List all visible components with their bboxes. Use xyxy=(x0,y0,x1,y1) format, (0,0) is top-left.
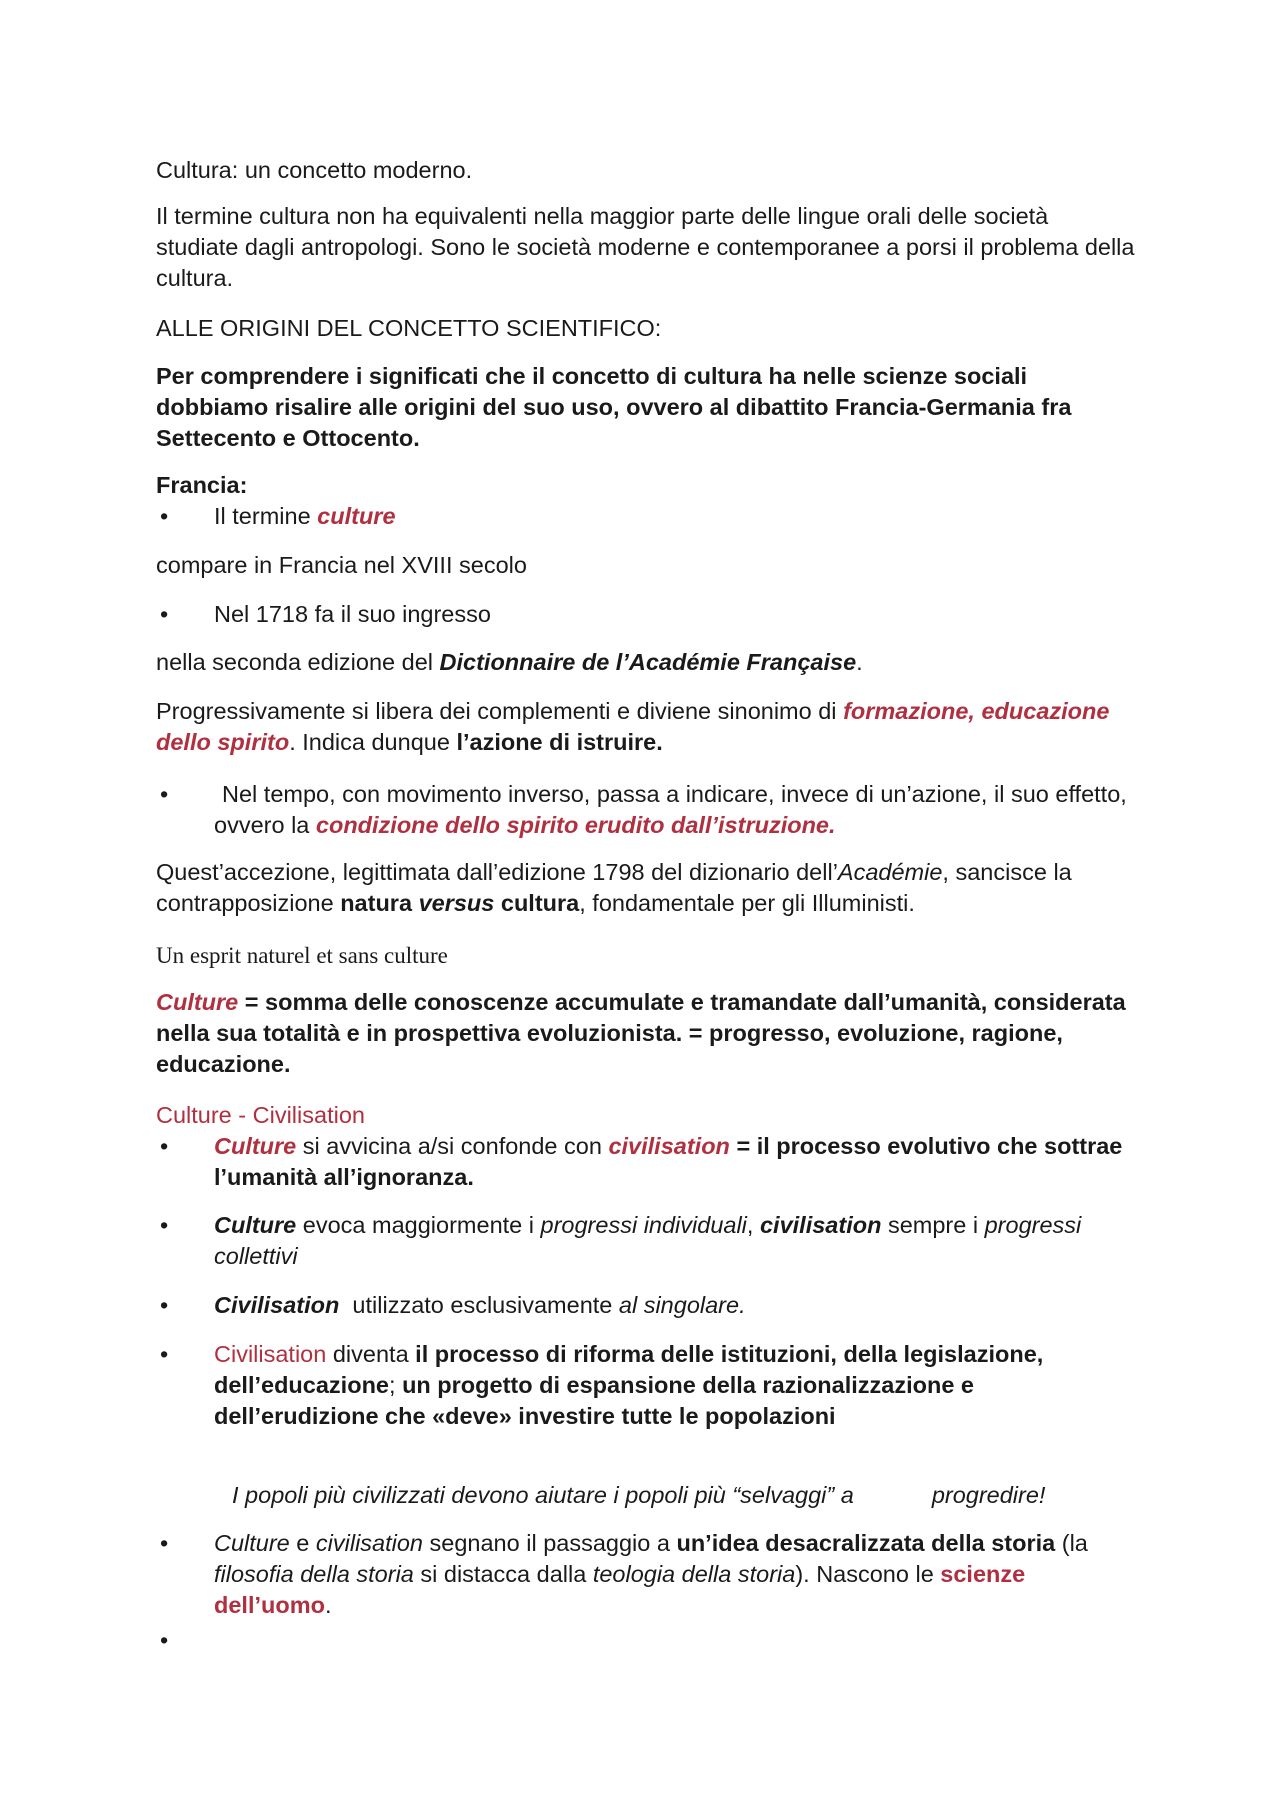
bullet-storia-desacralizzata: Culture e civilisation segnano il passaggio a un’idea desacralizzata della storia (la filosofia della storia si distacca dalla teologia della storia). Nascono le scienze dell’uomo. xyxy=(214,1530,1088,1618)
bullet-civilisation-riforma: Civilisation diventa il processo di riforma delle istituzioni, della legislazione, dell’educazione; un progetto di espansione della razionalizzazione e dell’erudizione che «deve» investire tutte le popolazioni xyxy=(214,1341,1044,1429)
intro-paragraph: Il termine cultura non ha equivalenti nella maggior parte delle lingue orali delle società studiate dagli antropologi. Sono le società moderne e contemporanee a porsi il problema della cultura. xyxy=(156,203,1135,291)
bullet-progressi: Culture evoca maggiormente i progressi individuali, civilisation sempre i progressi collettivi xyxy=(214,1212,1082,1269)
bullet: • xyxy=(160,1133,169,1159)
culture-civilisation-heading: Culture - Civilisation xyxy=(156,1102,365,1128)
accezione-paragraph: Quest’accezione, legittimata dall’edizione 1798 del dizionario dell’Académie, sancisce la contrapposizione natura versus cultura, fondamentale per gli Illuministi. xyxy=(156,859,1072,916)
bullet: • xyxy=(160,1627,169,1653)
bullet: • xyxy=(160,1292,169,1318)
bullet-civilisation-processo: Culture si avvicina a/si confonde con civilisation = il processo evolutivo che sottrae l’umanità all’ignoranza. xyxy=(214,1133,1123,1190)
doc-title: Cultura: un concetto moderno. xyxy=(156,157,473,183)
bullet-1718: Nel 1718 fa il suo ingresso xyxy=(214,601,491,627)
bullet: • xyxy=(160,1212,169,1238)
bullet: • xyxy=(160,503,169,529)
culture-compare-line: compare in Francia nel XVIII secolo xyxy=(156,552,527,578)
bullet: • xyxy=(160,1341,169,1367)
bullet: • xyxy=(160,1530,169,1556)
bullet: • xyxy=(160,781,169,807)
culture-definition: Culture = somma delle conoscenze accumulate e tramandate dall’umanità, considerata nella sua totalità e in prospettiva evoluzionista. = progresso, evoluzione, ragione, educazione. xyxy=(156,989,1126,1077)
origins-paragraph: Per comprendere i significati che il concetto di cultura ha nelle scienze sociali dobbiamo risalire alle origini del suo uso, ovvero al dibattito Francia-Germania fra Settecento e Ottocento. xyxy=(156,363,1072,451)
progressivamente-paragraph: Progressivamente si libera dei complementi e diviene sinonimo di formazione, educazione dello spirito. Indica dunque l’azione di istruire. xyxy=(156,698,1110,755)
bullet-nel-tempo: Nel tempo, con movimento inverso, passa a indicare, invece di un’azione, il suo effetto, ovvero la condizione dello spirito erudito dall’istruzione. xyxy=(214,781,1127,838)
bullet-culture-term: Il termine culture xyxy=(214,503,396,529)
francia-heading: Francia: xyxy=(156,472,248,498)
italian-quote: I popoli più civilizzati devono aiutare i popoli più “selvaggi” a progredire! xyxy=(232,1482,1046,1508)
dictionnaire-line: nella seconda edizione del Dictionnaire de l’Académie Française. xyxy=(156,649,863,675)
french-quote: Un esprit naturel et sans culture xyxy=(156,943,448,968)
origins-heading: ALLE ORIGINI DEL CONCETTO SCIENTIFICO: xyxy=(156,315,662,341)
bullet: • xyxy=(160,601,169,627)
bullet-singolare: Civilisation utilizzato esclusivamente al singolare. xyxy=(214,1292,746,1318)
